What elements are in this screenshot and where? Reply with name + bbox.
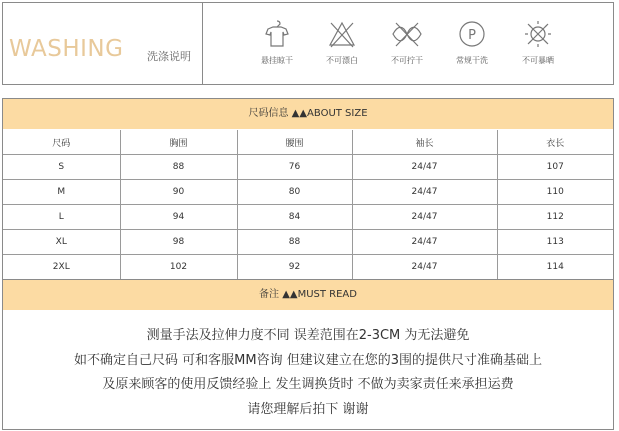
cell-size: 2XL: [3, 255, 120, 280]
care-label: 常规干洗: [456, 56, 488, 65]
header-waist: 腰围: [237, 130, 352, 155]
dry-clean-p-icon: [457, 19, 487, 49]
notes-text: [3, 324, 613, 422]
header-length: 衣长: [497, 130, 613, 155]
size-table: [3, 130, 613, 279]
cell-sleeve: 24/47: [352, 205, 497, 230]
cell-length: 113: [497, 230, 613, 255]
header-size: 尺码: [3, 130, 120, 155]
note-line: 如不确定自己尺码 可和客服MM咨询 但建议建立在您的3围的提供尺寸准确基础上: [74, 352, 542, 368]
cell-length: 107: [497, 155, 613, 180]
cell-size: XL: [3, 230, 120, 255]
care-label: 不可暴晒: [522, 56, 554, 65]
table-row: [3, 155, 613, 180]
washing-subtitle: 洗涤说明: [147, 50, 191, 63]
cell-waist: 76: [237, 155, 352, 180]
table-row: [3, 255, 613, 280]
care-item-no-bleach: [310, 19, 374, 66]
table-row: [3, 230, 613, 255]
hang-dry-icon: [262, 19, 292, 49]
notes-section-title: 备注 ▲▲MUST READ: [3, 280, 613, 310]
size-panel: [2, 98, 614, 280]
care-item-no-sun: [506, 19, 570, 66]
header-chest: 胸围: [120, 130, 237, 155]
no-tumble-dry-icon: [523, 19, 553, 49]
care-item-dry-clean: [440, 19, 504, 66]
care-item-hang-dry: [245, 19, 309, 66]
header-sleeve: 袖长: [352, 130, 497, 155]
cell-waist: 80: [237, 180, 352, 205]
note-line: 请您理解后拍下 谢谢: [247, 401, 369, 417]
table-header-row: [3, 130, 613, 155]
cell-size: S: [3, 155, 120, 180]
table-row: [3, 180, 613, 205]
cell-sleeve: 24/47: [352, 230, 497, 255]
cell-chest: 102: [120, 255, 237, 280]
cell-waist: 92: [237, 255, 352, 280]
cell-size: M: [3, 180, 120, 205]
cell-waist: 84: [237, 205, 352, 230]
cell-chest: 98: [120, 230, 237, 255]
svg-text:P: P: [468, 28, 476, 43]
cell-chest: 90: [120, 180, 237, 205]
cell-sleeve: 24/47: [352, 255, 497, 280]
washing-title: WASHING: [9, 36, 124, 62]
cell-length: 110: [497, 180, 613, 205]
cell-length: 112: [497, 205, 613, 230]
care-label: 悬挂晾干: [261, 56, 293, 65]
cell-size: L: [3, 205, 120, 230]
size-section-title: 尺码信息 ▲▲ABOUT SIZE: [3, 99, 613, 129]
care-label: 不可漂白: [326, 56, 358, 65]
note-line: 测量手法及拉伸力度不同 误差范围在2-3CM 为无法避免: [146, 328, 470, 343]
care-item-no-wring: [375, 19, 439, 66]
washing-panel: [2, 2, 614, 85]
note-line: 及原来顾客的使用反馈经验上 发生调换货时 不做为卖家责任来承担运费: [102, 377, 514, 392]
no-bleach-icon: [327, 19, 357, 49]
table-row: [3, 205, 613, 230]
cell-sleeve: 24/47: [352, 155, 497, 180]
cell-chest: 94: [120, 205, 237, 230]
care-label: 不可拧干: [391, 56, 423, 65]
cell-length: 114: [497, 255, 613, 280]
cell-waist: 88: [237, 230, 352, 255]
notes-panel: [2, 280, 614, 430]
washing-divider: [202, 3, 203, 84]
no-wring-icon: [390, 19, 424, 49]
cell-sleeve: 24/47: [352, 180, 497, 205]
cell-chest: 88: [120, 155, 237, 180]
